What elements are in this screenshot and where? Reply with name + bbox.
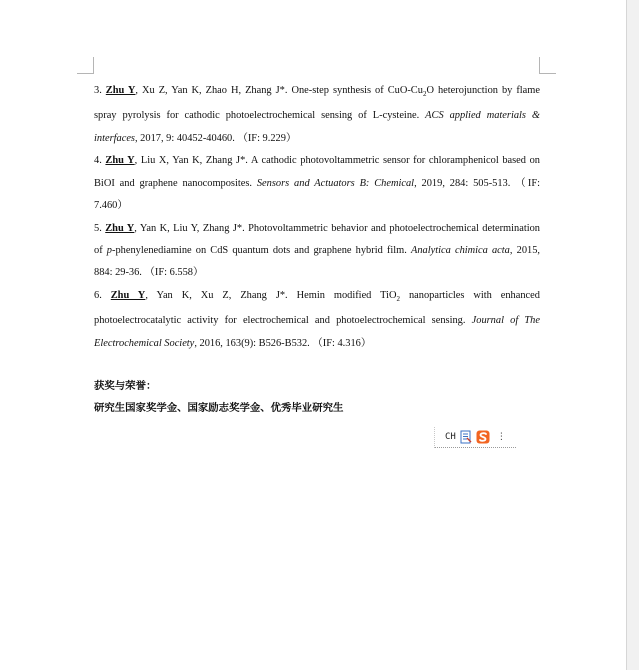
co-authors: , Yan K, Liu Y, Zhang J*.	[134, 222, 249, 234]
reference-item	[94, 150, 540, 217]
highlighted-author: Zhu Y	[105, 85, 136, 96]
margin-corner-top-right	[539, 57, 556, 74]
publication-details: , 2015, 884: 29-36. （IF: 6.558）	[94, 244, 541, 279]
awards-body: 研究生国家奖学金、国家励志奖学金、优秀毕业研究生	[94, 402, 344, 415]
reference-number: 4.	[94, 155, 106, 167]
journal-name: Analytica chimica acta	[411, 244, 510, 256]
paper-title: One-step synthesis of CuO-$Cu_2O$ heterojunction by flame spray pyrolysis for cathodic photoelectrochemical sensing of L-cysteine.	[94, 85, 540, 122]
document-body[interactable]	[94, 80, 540, 419]
menu-icon[interactable]: ⋮	[496, 432, 506, 442]
window-right-edge	[626, 0, 639, 670]
journal-name: Journal of The Electrochemical Society	[94, 315, 540, 349]
co-authors: , Xu Z, Yan K, Zhao H, Zhang J*.	[135, 85, 292, 96]
publication-details: , 2016, 163(9): B526-B532. （IF: 4.316）	[194, 337, 372, 349]
margin-corner-top-left	[77, 57, 94, 74]
paper-title: Hemin modified TiO$_2$ nanoparticles with enhanced photoelectrocatalytic activity for electrochemical and photoelectrochemical sensing.	[94, 289, 540, 327]
reference-item	[94, 80, 540, 150]
awards-title: 获奖与荣誉：	[94, 380, 157, 393]
reference-item	[94, 218, 540, 285]
paper-title: Photovoltammetric behavior and photoelectrochemical determination of p-phenylenediamine on CdS quantum dots and graphene hybrid film.	[94, 222, 540, 256]
reference-number: 3.	[94, 85, 106, 96]
co-authors: , Liu X, Yan K, Zhang J*.	[134, 155, 251, 167]
document-icon[interactable]	[460, 430, 472, 444]
co-authors: , Yan K, Xu Z, Zhang J*.	[145, 289, 297, 301]
paper-title: A cathodic photovoltammetric sensor for chloramphenicol based on BiOI and graphene nanocomposites.	[94, 155, 540, 189]
reference-number: 5.	[94, 222, 106, 234]
ime-toolbar[interactable]	[434, 427, 516, 448]
highlighted-author: Zhu Y	[105, 222, 135, 234]
journal-name: Sensors and Actuators B: Chemical	[256, 177, 415, 189]
highlighted-author: Zhu Y	[105, 155, 135, 167]
sogou-icon[interactable]	[476, 430, 490, 444]
reference-item	[94, 285, 540, 355]
ime-language-toggle[interactable]: CH	[445, 432, 456, 442]
publication-details: , 2017, 9: 40452-40460. （IF: 9.229）	[134, 132, 297, 144]
reference-number: 6.	[94, 289, 111, 301]
journal-name: ACS applied materials & interfaces	[94, 110, 540, 144]
awards-section	[94, 375, 540, 419]
reference-list	[94, 80, 540, 355]
highlighted-author: Zhu Y	[110, 289, 146, 301]
publication-details: , 2019, 284: 505-513. （IF: 7.460）	[94, 177, 540, 212]
